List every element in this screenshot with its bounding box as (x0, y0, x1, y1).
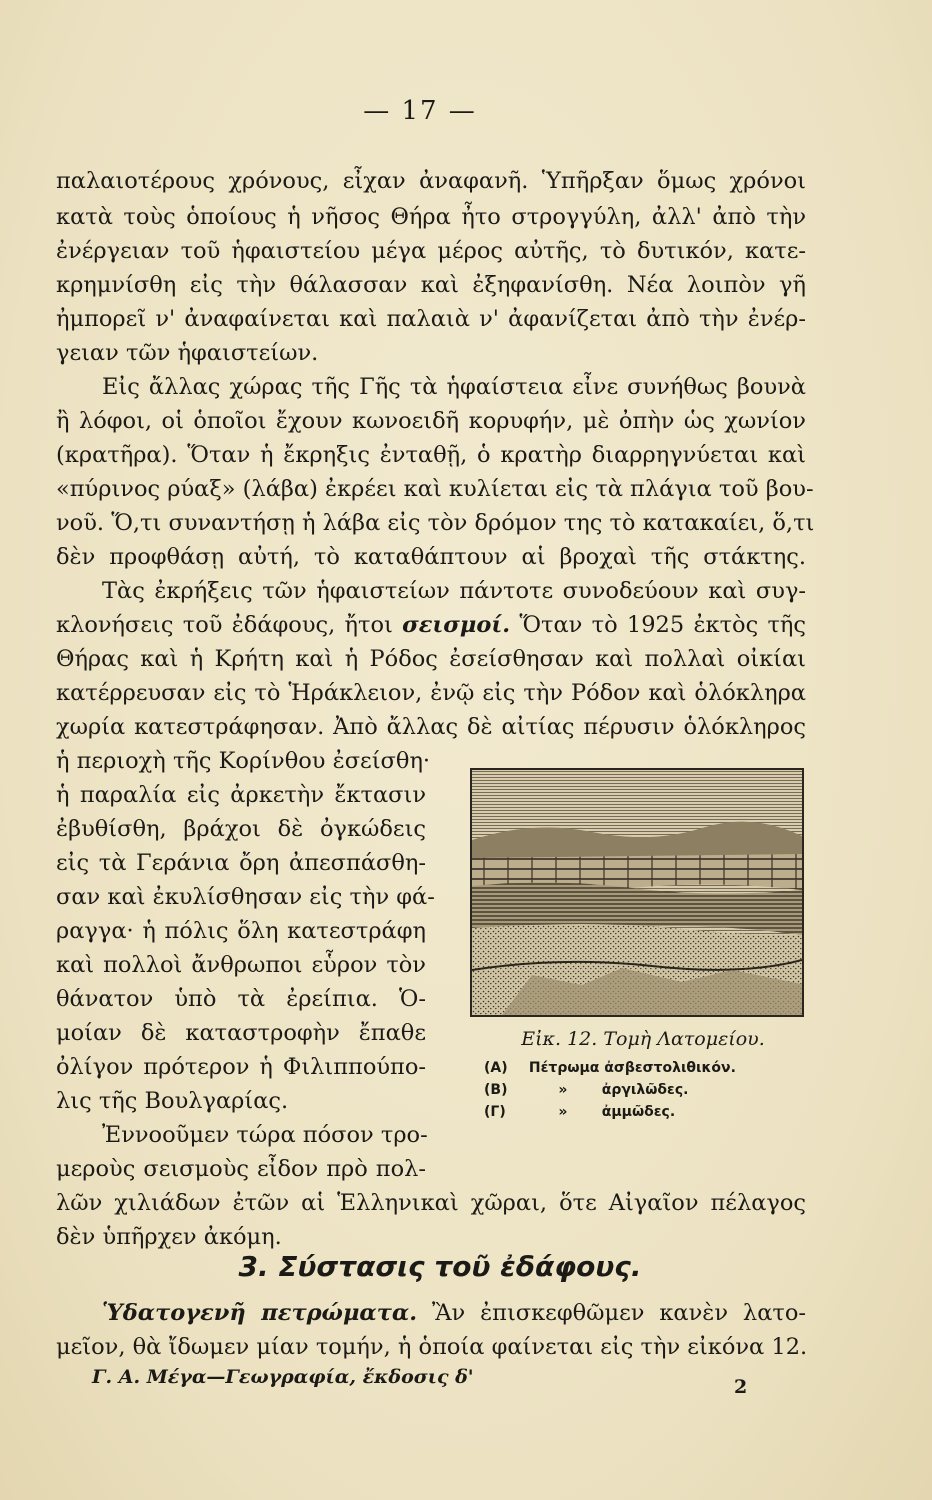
ditto-mark: » (558, 1082, 568, 1098)
text-line: Θήρας καὶ ἡ Κρήτη καὶ ἡ Ρόδος ἐσείσθησαν καὶ πολλαὶ οἰκίαι (56, 646, 806, 672)
text-line: ἠμπορεῖ ν' ἀναφαίνεται καὶ παλαιὰ ν' ἀφανίζεται ἀπὸ τὴν ἐνέρ- (56, 306, 806, 332)
text-line-lead (56, 1298, 806, 1328)
footer-imprint: Γ. Α. Μέγα—Γεωγραφία, ἔκδοσις δ' (92, 1366, 474, 1388)
emphasis-term: σεισμοί. (402, 612, 511, 638)
section-title: 3. Σύστασις τοῦ ἐδάφους. (238, 1250, 642, 1283)
text-line: ἐνέργειαν τοῦ ἡφαιστείου μέγα μέρος αὐτῆς, τὸ δυτικόν, κατε- (56, 238, 806, 264)
legend-text: ἀργιλῶδες. (601, 1082, 689, 1098)
text-line: δὲν προφθάσῃ αὐτή, τὸ καταθάπτουν αἱ βροχαὶ τῆς στάκτης. (56, 544, 806, 570)
text-line: σαν καὶ ἐκυλίσθησαν εἰς τὴν φά- (56, 884, 435, 910)
text-line: παλαιοτέρους χρόνους, εἶχαν ἀναφανῆ. Ὑπῆρξαν ὅμως χρόνοι (56, 168, 806, 194)
text-line: Τὰς ἐκρήξεις τῶν ἡφαιστείων πάντοτε συνοδεύουν καὶ συγ- (102, 578, 806, 604)
text-line: καὶ πολλοὶ ἄνθρωποι εὗρον τὸν (56, 952, 426, 978)
ditto-mark: » (558, 1104, 568, 1120)
legend-row (484, 1104, 675, 1120)
text-line: κατέρρευσαν εἰς τὸ Ἡράκλειον, ἐνῷ εἰς τὴν Ρόδον καὶ ὁλόκληρα (56, 680, 806, 706)
text-line: κατὰ τοὺς ὁποίους ἡ νῆσος Θήρα ἦτο στρογγύλη, ἀλλ' ἀπὸ τὴν (56, 204, 806, 230)
legend-text: ἀμμῶδες. (601, 1104, 676, 1120)
text-line: Εἰς ἄλλας χώρας τῆς Γῆς τὰ ἡφαίστεια εἶνε συνήθως βουνὰ (102, 374, 806, 400)
text-line-seismos (56, 610, 806, 640)
text-line: ἢ λόφοι, οἱ ὁποῖοι ἔχουν κωνοειδῆ κορυφήν, μὲ ὀπὴν ὡς χωνίον (56, 408, 806, 434)
quarry-engraving (472, 770, 802, 1015)
text-line: Ἐννοοῦμεν τώρα πόσον τρο- (102, 1122, 428, 1148)
text-line: μεροὺς σεισμοὺς εἶδον πρὸ πολ- (56, 1156, 426, 1182)
text-line: μεῖον, θὰ ἴδωμεν μίαν τομήν, ἡ ὁποία φαίνεται εἰς τὴν εἰκόνα 12. (56, 1334, 808, 1360)
text-line: ραγγα· ἡ πόλις ὅλη κατεστράφη (56, 918, 426, 944)
text-fragment: Ἂν ἐπισκεφθῶμεν κανὲν λατο- (431, 1300, 806, 1326)
text-line: ἡ παραλία εἰς ἀρκετὴν ἔκτασιν (56, 782, 426, 808)
text-line: (κρατῆρα). Ὅταν ἡ ἔκρηξις ἐνταθῇ, ὁ κρατὴρ διαρρηγνύεται καὶ (56, 442, 806, 468)
text-line: κρημνίσθη εἰς τὴν θάλασσαν καὶ ἐξηφανίσθη. Νέα λοιπὸν γῆ (56, 272, 806, 298)
text-line: γειαν τῶν ἡφαιστείων. (56, 340, 319, 366)
figure-caption: Εἰκ. 12. Τομὴ Λατομείου. (521, 1028, 765, 1050)
legend-key: (Α) (484, 1060, 508, 1076)
text-line: δὲν ὑπῆρχεν ἀκόμη. (56, 1224, 282, 1250)
legend-key: (Γ) (484, 1104, 506, 1120)
page-number: — 17 — (363, 96, 477, 126)
legend-key: (Β) (484, 1082, 508, 1098)
text-line: ὀλίγον πρότερον ἡ Φιλιππούπο- (56, 1054, 426, 1080)
text-line: ἡ περιοχὴ τῆς Κορίνθου ἐσείσθη· (56, 748, 431, 774)
text-fragment: κλονήσεις τοῦ ἐδάφους, ἤτοι (56, 612, 393, 638)
signature-number: 2 (734, 1376, 748, 1398)
legend-row (484, 1082, 688, 1098)
text-line: μοίαν δὲ καταστροφὴν ἔπαθε (56, 1020, 426, 1046)
text-line: λῶν χιλιάδων ἐτῶν αἱ Ἑλληνικαὶ χῶραι, ὅτε Αἰγαῖον πέλαγος (56, 1190, 806, 1216)
text-line: «πύρινος ρύαξ» (λάβα) ἐκρέει καὶ κυλίεται εἰς τὰ πλάγια τοῦ βου- (56, 476, 814, 502)
text-line: λις τῆς Βουλγαρίας. (56, 1088, 289, 1114)
text-line: νοῦ. Ὅ,τι συναντήσῃ ἡ λάβα εἰς τὸν δρόμον της τὸ κατακαίει, ὅ,τι (56, 510, 815, 536)
lead-term: Ὑδατογενῆ πετρώματα. (102, 1300, 418, 1326)
text-line: εἰς τὰ Γεράνια ὄρη ἀπεσπάσθη- (56, 850, 426, 876)
text-line: χωρία κατεστράφησαν. Ἀπὸ ἄλλας δὲ αἰτίας πέρυσιν ὁλόκληρος (56, 714, 806, 740)
legend-row (484, 1060, 736, 1076)
text-line: θάνατον ὑπὸ τὰ ἐρείπια. Ὁ- (56, 986, 426, 1012)
text-line: ἐβυθίσθη, βράχοι δὲ ὀγκώδεις (56, 816, 426, 842)
text-fragment: Ὅταν τὸ 1925 ἐκτὸς τῆς (519, 612, 806, 638)
legend-text: Πέτρωμα ἀσβεστολιθικόν. (528, 1060, 736, 1076)
quarry-section-figure (470, 768, 804, 1017)
